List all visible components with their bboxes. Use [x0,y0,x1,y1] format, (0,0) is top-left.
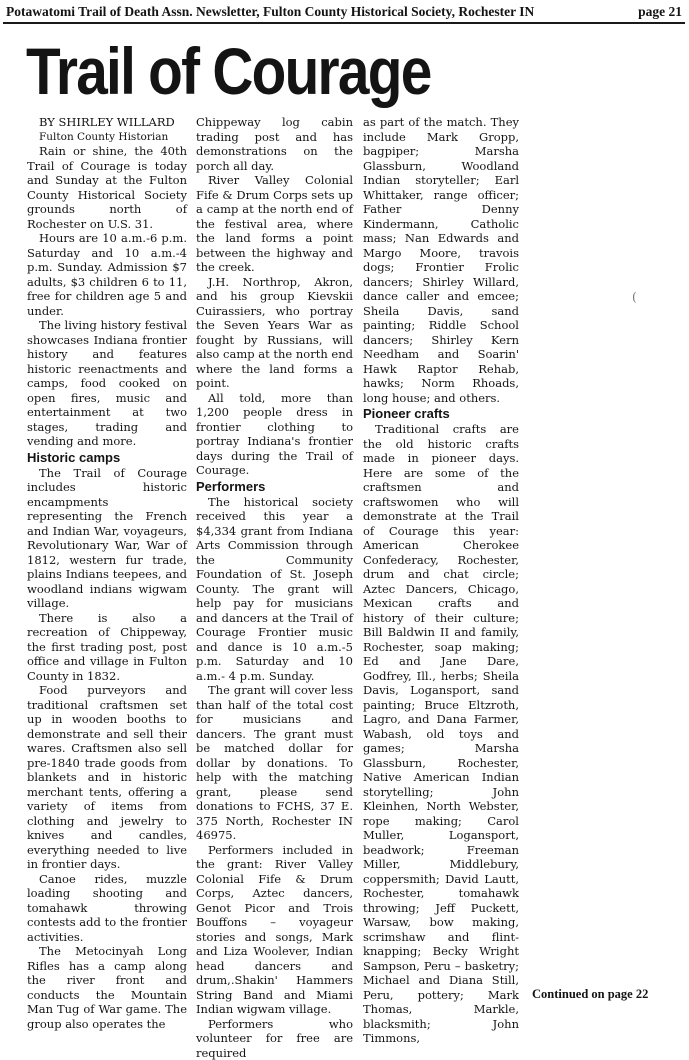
paragraph: All told, more than 1,200 people dress in frontier clothing to portray Indiana's frontier days during the Trail of Courage. [196,391,353,478]
paragraph: Chippeway log cabin trading post and has demonstrations on the porch all day. [196,115,353,173]
article-column-1 [27,115,187,1031]
paragraph: Performers who volunteer for free are required [196,1017,353,1060]
paragraph: J.H. Northrop, Akron, and his group Kievskii Cuirassiers, who portray the Seven Years War as fought by Russians, will also camp at the north end where the land forms a point. [196,275,353,391]
article-column-3 [363,115,519,1046]
page-number: page 21 [638,4,682,20]
section-heading-pioneer-crafts: Pioneer crafts [363,406,519,422]
header-rule [3,22,685,24]
scan-mark: ( [632,290,637,304]
paragraph: Hours are 10 a.m.-6 p.m. Saturday and 10 a.m.-4 p.m. Sunday. Admission $7 adults, $3 children 6 to 11, free for children age 5 and under. [27,231,187,318]
section-heading-performers: Performers [196,479,353,495]
newsletter-title: Potawatomi Trail of Death Assn. Newsletter, Fulton County Historical Society, Rochester IN [6,4,534,20]
article-column-2 [196,115,353,1060]
paragraph: Rain or shine, the 40th Trail of Courage is today and Sunday at the Fulton County Historical Society grounds north of Rochester on U.S. 31. [27,144,187,231]
paragraph: Traditional crafts are the old historic crafts made in pioneer days. Here are some of the craftsmen and craftswomen who will demonstrate at the Trail of Courage this year: American Cherokee Confederacy, Rochester, drum and chat circle; Aztec Dancers, Chicago, Mexican crafts and history of their culture; Bill Baldwin II and family, Rochester, soap making; Ed and Jane Dare, Godfrey, Ill., herbs; Sheila Davis, Logansport, sand painting; Bruce Eltzroth, Lagro, and Dana Farmer, Wabash, old toys and games; Marsha Glassburn, Rochester, Native American Indian storytelling; John Kleinhen, North Webster, rope making; Carol Muller, Logansport, beadwork; Freeman Miller, Middlebury, coppersmith; David Lautt, Rochester, tomahawk throwing; Jeff Puckett, Warsaw, bow making, scrimshaw and flint-knapping; Becky Wright Sampson, Peru – basketry; Michael and Diana Still, Peru, pottery; Mark Thomas, Markle, blacksmith; John Timmons, [363,422,519,1046]
paragraph: River Valley Colonial Fife & Drum Corps sets up a camp at the north end of the festival area, where the land forms a point between the highway and the creek. [196,173,353,275]
byline-affiliation: Fulton County Historian [27,130,187,145]
paragraph: The Metocinyah Long Rifles has a camp along the river front and conducts the Mountain Man Tug of War game. The group also operates the [27,944,187,1031]
continued-note: Continued on page 22 [532,987,648,1002]
paragraph: The historical society received this year a $4,334 grant from Indiana Arts Commission through the Community Foundation of St. Joseph County. The grant will help pay for musicians and dancers at the Trail of Courage Frontier music and dance is 10 a.m.-5 p.m. Saturday and 10 a.m.- 4 p.m. Sunday. [196,495,353,684]
paragraph: as part of the match. They include Mark Gropp, bagpiper; Marsha Glassburn, Woodland Indian storyteller; Earl Whittaker, range officer; Father Denny Kindermann, Catholic mass; Nan Edwards and Margo Moore, travois dogs; Frontier Frolic dancers; Shirley Willard, dance caller and emcee; Sheila Davis, sand painting; Riddle School dancers; Shirley Kern Needham and Soarin' Hawk Raptor Rehab, hawks; Norm Rhoads, long house; and others. [363,115,519,405]
newsletter-header [6,4,684,22]
paragraph: Performers included in the grant: River Valley Colonial Fife & Drum Corps, Aztec dancers, Genot Picor and Trois Bouffons – voyageur stories and songs, Mark and Liza Woolever, Indian head dancers and drum,.Shakin' Hammers String Band and Miami Indian wigwam village. [196,843,353,1017]
paragraph: The living history festival showcases Indiana frontier history and features historic reenactments and camps, food cooked on open fires, music and entertainment at two stages, trading and vending and more. [27,318,187,449]
paragraph: The Trail of Courage includes historic encampments representing the French and Indian War, voyageurs, Revolutionary War, War of 1812, western fur trade, plains Indians teepees, and woodland indians wigwam village. [27,466,187,611]
paragraph: Canoe rides, muzzle loading shooting and tomahawk throwing contests add to the frontier activities. [27,872,187,945]
article-headline: Trail of Courage [26,38,431,104]
section-heading-historic-camps: Historic camps [27,450,187,466]
byline-author: BY SHIRLEY WILLARD [27,115,187,130]
paragraph: There is also a recreation of Chippeway, the first trading post, post office and village in Fulton County in 1832. [27,611,187,684]
paragraph: Food purveyors and traditional craftsmen set up in wooden booths to demonstrate and sell their wares. Craftsmen also sell pre-1840 trade goods from blankets and in historic merchant tents, offering a variety of items from clothing and jewelry to knives and candles, everything needed to live in frontier days. [27,683,187,872]
paragraph: The grant will cover less than half of the total cost for musicians and dancers. The grant must be matched dollar for dollar by donations. To help with the matching grant, please send donations to FCHS, 37 E. 375 North, Rochester IN 46975. [196,683,353,843]
